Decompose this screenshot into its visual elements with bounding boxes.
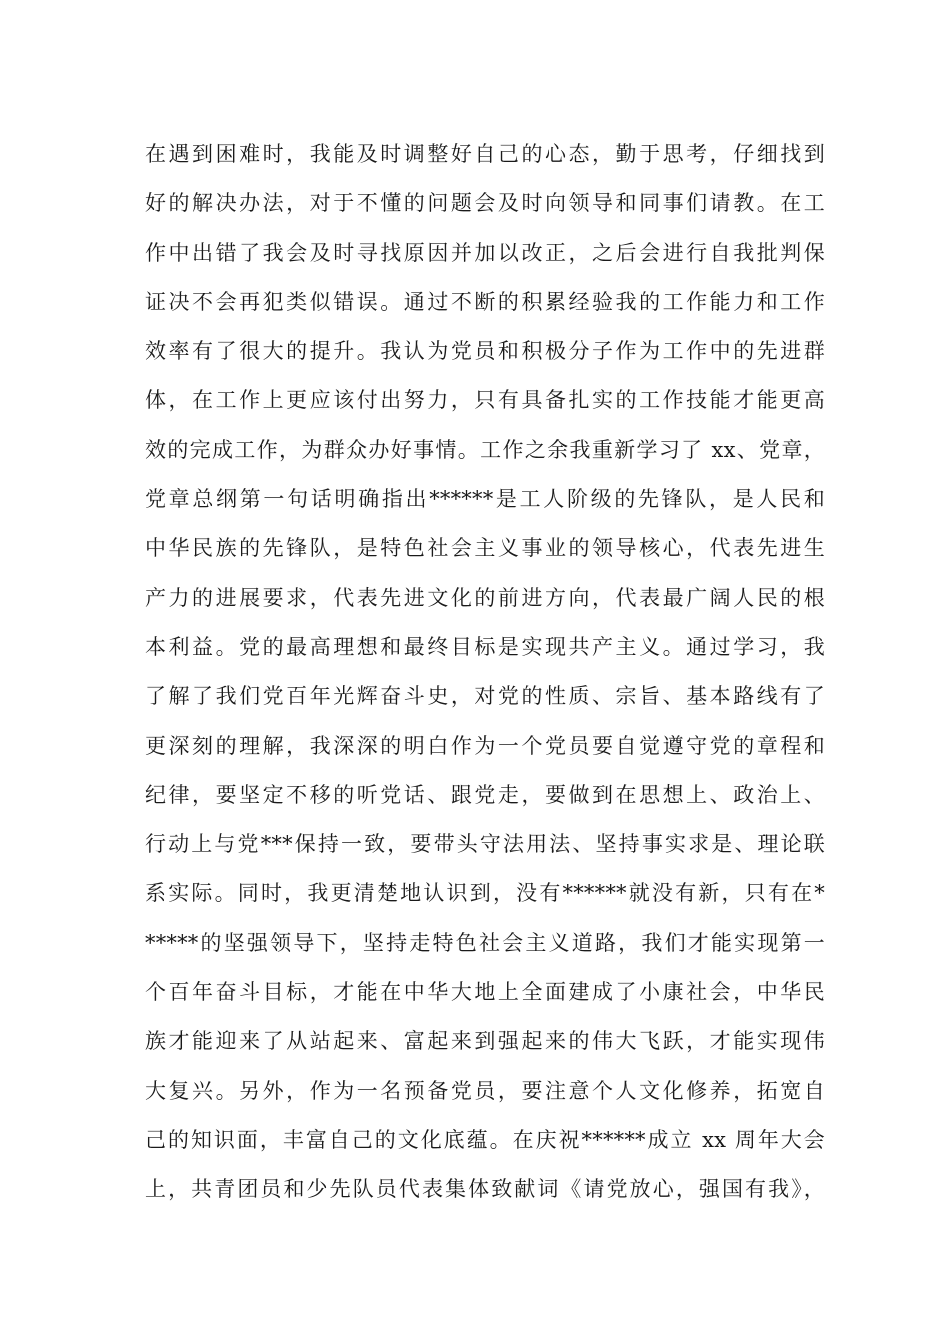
text-line: 证决不会再犯类似错误。通过不断的积累经验我的工作能力和工作 bbox=[145, 289, 825, 314]
text-line: *****的坚强领导下，坚持走特色社会主义道路，我们才能实现第一 bbox=[145, 930, 825, 955]
text-line: 好的解决办法，对于不懂的问题会及时向领导和同事们请教。在工 bbox=[145, 191, 825, 216]
text-line: 效率有了很大的提升。我认为党员和积极分子作为工作中的先进群 bbox=[145, 339, 825, 364]
text-line: 作中出错了我会及时寻找原因并加以改正，之后会进行自我批判保 bbox=[145, 240, 825, 265]
text-line: 系实际。同时，我更清楚地认识到，没有******就没有新，只有在* bbox=[145, 881, 825, 906]
text-line: 效的完成工作，为群众办好事情。工作之余我重新学习了 xx、党章， bbox=[145, 437, 825, 462]
text-line: 更深刻的理解，我深深的明白作为一个党员要自觉遵守党的章程和 bbox=[145, 733, 825, 758]
text-line: 了解了我们党百年光辉奋斗史，对党的性质、宗旨、基本路线有了 bbox=[145, 684, 825, 709]
text-line: 族才能迎来了从站起来、富起来到强起来的伟大飞跃，才能实现伟 bbox=[145, 1029, 825, 1054]
text-line: 本利益。党的最高理想和最终目标是实现共产主义。通过学习，我 bbox=[145, 634, 825, 659]
text-line: 大复兴。另外，作为一名预备党员，要注意个人文化修养，拓宽自 bbox=[145, 1078, 825, 1103]
text-line: 己的知识面，丰富自己的文化底蕴。在庆祝******成立 xx 周年大会 bbox=[145, 1127, 825, 1152]
text-line: 纪律，要坚定不移的听党话、跟党走，要做到在思想上、政治上、 bbox=[145, 782, 825, 807]
text-line: 产力的进展要求，代表先进文化的前进方向，代表最广阔人民的根 bbox=[145, 585, 825, 610]
text-line: 在遇到困难时，我能及时调整好自己的心态，勤于思考，仔细找到 bbox=[145, 142, 825, 166]
text-line: 中华民族的先锋队，是特色社会主义事业的领导核心，代表先进生 bbox=[145, 536, 825, 561]
text-line: 党章总纲第一句话明确指出******是工人阶级的先锋队，是人民和 bbox=[145, 487, 825, 512]
text-line: 上，共青团员和少先队员代表集体致献词《请党放心，强国有我》， bbox=[145, 1177, 825, 1202]
text-line: 个百年奋斗目标，才能在中华大地上全面建成了小康社会，中华民 bbox=[145, 980, 825, 1005]
text-line: 行动上与党***保持一致，要带头守法用法、坚持事实求是、理论联 bbox=[145, 832, 825, 857]
body-paragraph bbox=[145, 130, 825, 1215]
text-line: 体，在工作上更应该付出努力，只有具备扎实的工作技能才能更高 bbox=[145, 388, 825, 413]
